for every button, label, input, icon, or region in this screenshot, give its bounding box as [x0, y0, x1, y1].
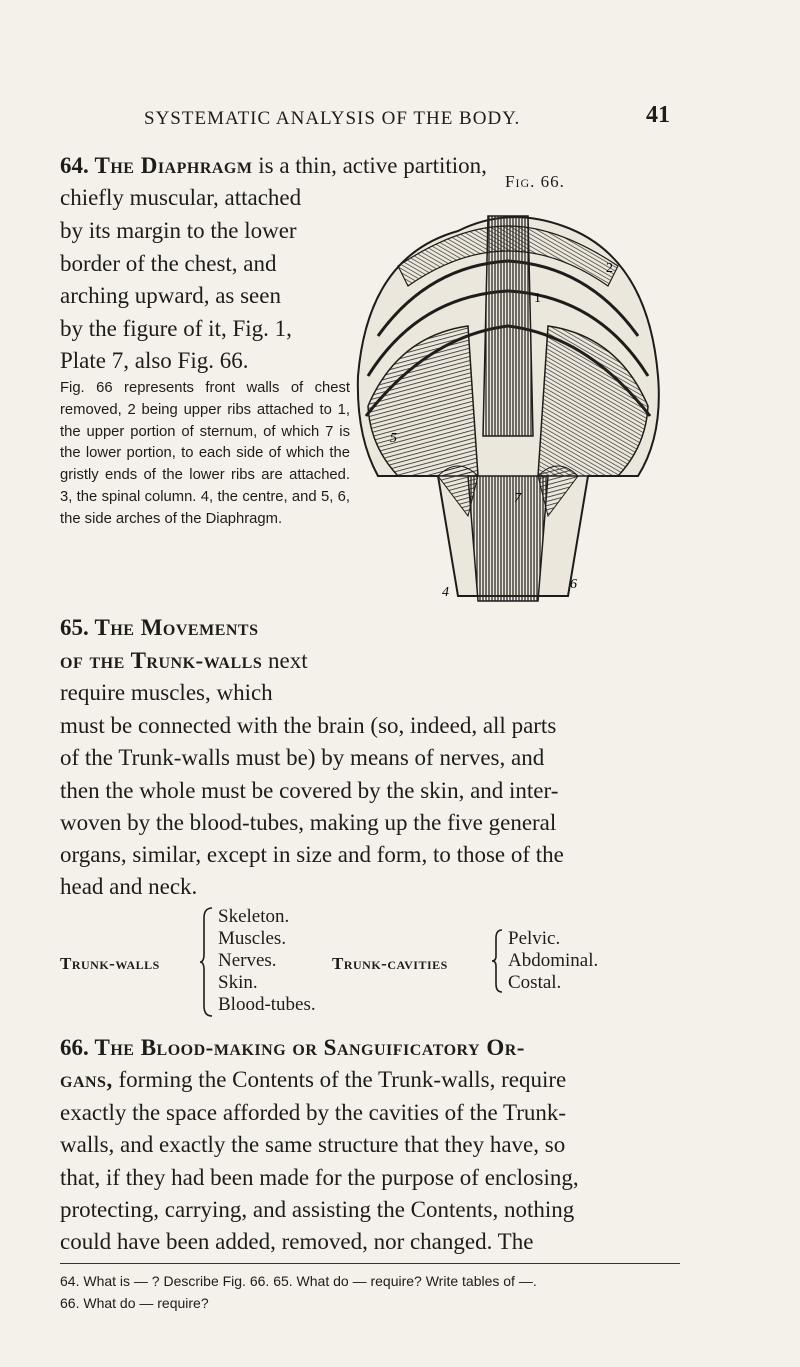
- page-number: 41: [646, 102, 670, 128]
- section-65-number: 65.: [60, 615, 89, 640]
- section-66-line1-rest: forming the Contents of the Trunk-walls, require: [118, 1067, 567, 1092]
- figure-mark: 1: [534, 291, 541, 306]
- list-item: Skin.: [218, 972, 258, 993]
- section-66-line: could have been added, removed, nor changed. The: [60, 1229, 534, 1254]
- section-65-title: The Movements: [94, 615, 259, 640]
- figure-mark: 5: [390, 431, 397, 446]
- section-65-line: then the whole must be covered by the skin, and inter-: [60, 778, 559, 803]
- section-65-line: organs, similar, except in size and form, to those of the: [60, 842, 564, 867]
- section-66-number: 66.: [60, 1035, 89, 1060]
- brace-icon: [492, 928, 504, 994]
- page-header: [60, 96, 670, 136]
- section-64-line: border of the chest, and: [60, 251, 277, 276]
- section-64-line1: is a thin, active partition,: [258, 153, 487, 178]
- list-item: Muscles.: [218, 928, 287, 949]
- review-questions: [60, 1270, 700, 1314]
- section-65-tail: next: [267, 648, 308, 673]
- section-66-line1: [60, 1064, 566, 1097]
- section-65-line: woven by the blood-tubes, making up the five general: [60, 810, 557, 835]
- list-item: Costal.: [508, 972, 562, 993]
- section-64-line: arching upward, as seen: [60, 283, 281, 308]
- section-65-title-cont: of the Trunk-walls: [60, 648, 263, 673]
- list-item: Nerves.: [218, 950, 277, 971]
- section-64-number: 64.: [60, 153, 89, 178]
- figure-mark: 2: [606, 261, 613, 276]
- section-64-line: by its margin to the lower: [60, 218, 297, 243]
- trunk-tables: [60, 906, 680, 1026]
- question-line: 66. What do — require?: [60, 1295, 209, 1311]
- list-item: Skeleton.: [218, 906, 290, 927]
- section-64-title: The Diaphragm: [94, 153, 253, 178]
- figure-mark: 4: [442, 585, 449, 600]
- section-66-title: The Blood-making or Sanguificatory Or-: [94, 1035, 525, 1060]
- figure-label: Fig. 66.: [505, 172, 565, 191]
- section-64-line: by the figure of it, Fig. 1,: [60, 316, 292, 341]
- figure-caption: Fig. 66 represents front walls of chest removed, 2 being upper ribs attached to 1, the upper portion of sternum, of which 7 is the lower portion, to each side of which the gristly ends of the lower ribs are attached. 3, the spinal column. 4, the centre, and 5, 6, the side arches of the Diaphragm.: [60, 380, 350, 527]
- diaphragm-illustration: [338, 176, 678, 614]
- section-65-line: of the Trunk-walls must be) by means of nerves, and: [60, 745, 545, 770]
- list-item: Blood-tubes.: [218, 994, 316, 1015]
- section-65-heading-line1: [60, 612, 259, 645]
- section-64-line: chiefly muscular, attached: [60, 185, 302, 210]
- section-66-line: exactly the space afforded by the cavities of the Trunk-: [60, 1100, 567, 1125]
- trunk-walls-list: [218, 906, 316, 1016]
- section-66-title-cont: gans,: [60, 1067, 113, 1092]
- section-65-line: require muscles, which: [60, 680, 273, 705]
- list-item: Pelvic.: [508, 928, 561, 949]
- trunk-walls-label: Trunk-walls: [60, 954, 160, 973]
- section-65-heading-line2: [60, 645, 308, 678]
- section-65-line: head and neck.: [60, 874, 198, 899]
- running-head: SYSTEMATIC ANALYSIS OF THE BODY.: [144, 108, 521, 129]
- trunk-cavities-list: [508, 928, 598, 994]
- section-65-line: must be connected with the brain (so, indeed, all parts: [60, 713, 557, 738]
- section-64-line: Plate 7, also Fig. 66.: [60, 348, 249, 373]
- section-66-heading: [60, 1032, 720, 1065]
- section-66-line: protecting, carrying, and assisting the Contents, nothing: [60, 1197, 575, 1222]
- figure-mark: 6: [570, 577, 577, 592]
- section-66-line: walls, and exactly the same structure that they have, so: [60, 1132, 566, 1157]
- footnote-rule: [60, 1263, 680, 1264]
- figure-mark: 7: [514, 491, 521, 506]
- section-66-line: that, if they had been made for the purpose of enclosing,: [60, 1165, 579, 1190]
- list-item: Abdominal.: [508, 950, 599, 971]
- brace-icon: [200, 906, 214, 1018]
- trunk-cavities-label: Trunk-cavities: [332, 954, 448, 973]
- question-line: 64. What is — ? Describe Fig. 66. 65. What do — require? Write tables of —.: [60, 1273, 537, 1289]
